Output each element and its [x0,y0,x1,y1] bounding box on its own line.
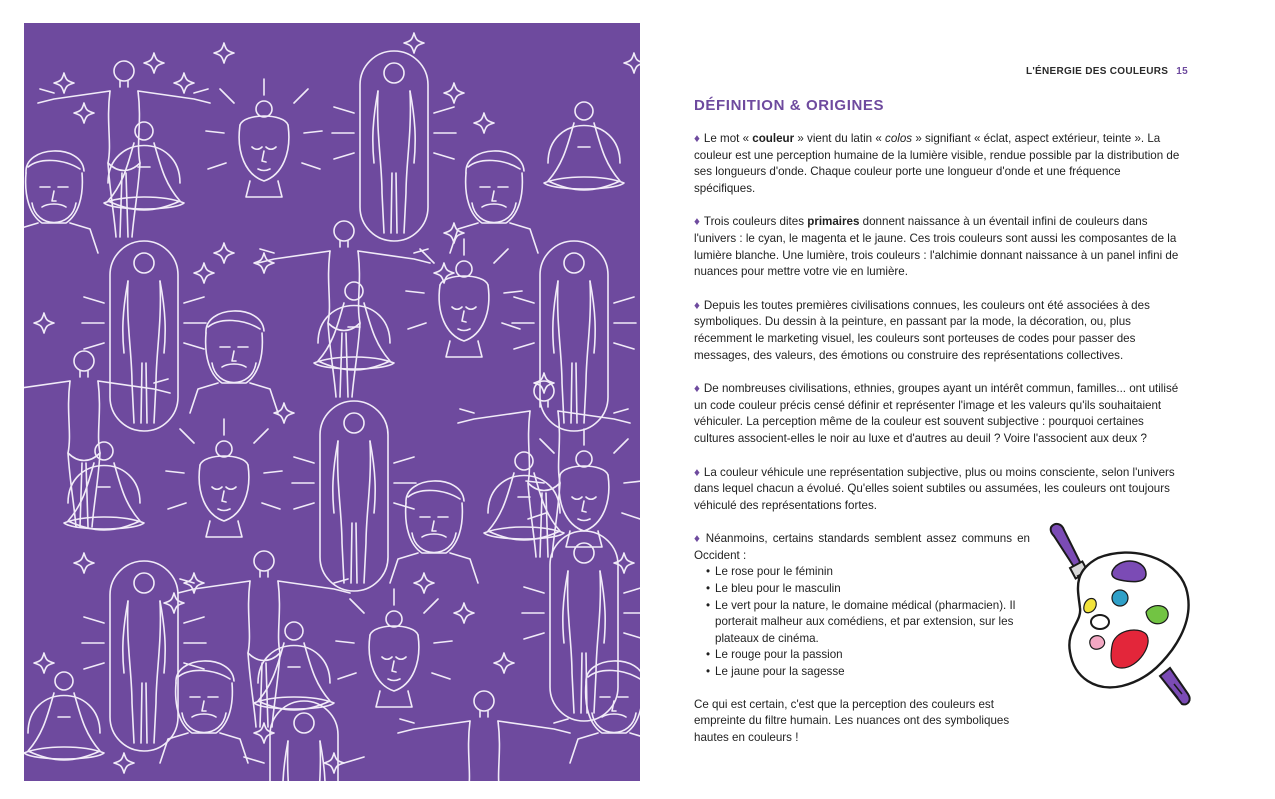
face-figure-icon [336,589,452,707]
sparkle-star-icon [214,43,234,63]
stand-figure-icon [332,51,456,241]
arms-figure-icon [398,691,570,781]
sparkle-star-icon [254,253,274,273]
diamond-bullet-icon: ♦ [694,132,700,145]
sparkle-star-icon [164,593,184,613]
paint-palette-illustration [1042,518,1202,723]
sparkle-star-icon [54,73,74,93]
beard-figure-icon [190,311,278,413]
sparkle-star-icon [34,313,54,333]
arms-figure-icon [24,351,170,527]
p6-text: Néanmoins, certains standards semblent assez communs en Occident : [694,532,1030,562]
p2-text-a: Trois couleurs dites [703,215,808,229]
p1-text-a: Le mot « [703,132,753,145]
medit-figure-icon [64,442,144,530]
pattern-svg [24,23,640,781]
medit-figure-icon [544,102,624,190]
sparkle-star-icon [414,573,434,593]
sparkle-star-icon [494,653,514,673]
p2-bold: primaires [807,215,860,229]
diamond-bullet-icon: ♦ [694,215,700,229]
stand-figure-icon [82,561,206,751]
medit-figure-icon [104,122,184,210]
section-title: DÉFINITION & ORIGINES [694,97,885,114]
running-title: L'ÉNERGIE DES COULEURS [1025,66,1169,77]
list-item: • Le rouge pour la passion [694,647,1030,664]
paint-palette-icon [1042,518,1202,718]
sparkle-star-icon [324,753,344,773]
face-figure-icon [166,419,282,537]
p3-text: Depuis les toutes premières civilisations connues, les couleurs ont été associées à des symboliques. Du dessin à la peinture, en passant par la mode, la décoration, ou, plus récemment le marketing visuel, les couleurs sont porteuses de codes pour passer des messages, des valeurs, des émotions ou construire des représentations collectives. [694,298,1150,362]
pattern-illustration [24,23,640,781]
diamond-bullet-icon: ♦ [694,382,700,396]
running-head [1000,66,1188,77]
sparkle-star-icon [274,403,294,423]
medit-figure-icon [314,282,394,370]
sparkle-star-icon [74,103,94,123]
face-figure-icon [526,429,640,547]
arms-figure-icon [458,381,630,557]
beard-figure-icon [24,151,98,253]
pattern-content [24,33,640,781]
p2-text-b: donnent naissance à un éventail infini de couleurs dans l'univers : le cyan, le magenta et le jaune. Ces trois couleurs sont aussi les composantes de la lumière blanche. Une lumière, trois couleurs : l'alchimie donnant naissance à un panel infini de nuances pour mettre votre vie en lumière. [694,215,1179,279]
sparkle-star-icon [454,603,474,623]
paragraph-3 [694,298,1184,364]
diamond-bullet-icon: ♦ [694,465,700,479]
p1-italic: colos [885,132,913,145]
p1-bold: couleur [752,132,795,145]
arms-figure-icon [258,221,430,397]
sparkle-star-icon [444,83,464,103]
beard-figure-icon [160,661,248,763]
stand-figure-icon [522,531,640,721]
p1-text-b: » vient du latin « [794,132,886,145]
stand-figure-icon [82,241,206,431]
sparkle-star-icon [194,263,214,283]
face-figure-icon [206,79,322,197]
sparkle-star-icon [474,113,494,133]
list-item: • Le jaune pour la sagesse [694,664,1030,681]
sparkle-star-icon [74,553,94,573]
list-item: • Le bleu pour le masculin [694,581,1030,598]
beard-figure-icon [450,151,538,253]
face-figure-icon [406,239,522,357]
sparkle-star-icon [144,53,164,73]
list-item: • Le rose pour le féminin [694,564,1030,581]
paragraph-1 [694,131,1184,197]
diamond-bullet-icon: ♦ [694,532,702,546]
beard-figure-icon [390,481,478,583]
arms-figure-icon [38,61,210,237]
sparkle-star-icon [624,53,640,73]
page-number: 15 [1176,66,1188,77]
paragraph-5 [694,465,1184,515]
paragraph-2 [694,214,1184,280]
p1-text-c: » signifiant « éclat, aspect extérieur, teinte ». La couleur est une perception humaine de la lumière visible, rendue possible par la distribution de ses longueurs d'onde. Chaque couleur porte une longueur d'onde et une fréquence spécifiques. [694,132,1180,195]
sparkle-star-icon [404,33,424,53]
paragraph-7: Ce qui est certain, c'est que la perception des couleurs est empreinte du filtre humain. Les nuances ont des symboliques hautes en couleurs ! [694,697,1010,744]
p4-text: De nombreuses civilisations, ethnies, groupes ayant un intérêt commun, familles... ont utilisé un code couleur précis censé définir et représenter l'image et les valeurs qu'ils souhaitaient véhiculer. La perception même de la couleur est souvent subjective : pourquoi certaines cultures associent-elles le noir au luxe et d'autres au deuil ? Voire l'associent aux deux ? [694,382,1179,445]
p5-text: La couleur véhicule une représentation subjective, plus ou moins consciente, selon l'univers dans lequel chacun a évolué. Qu'elles soient subtiles ou assumées, les couleurs ont toujours véhiculé des représentations fortes. [694,465,1175,512]
sparkle-star-icon [174,73,194,93]
medit-figure-icon [484,452,564,540]
sparkle-star-icon [114,753,134,773]
medit-figure-icon [24,672,104,760]
diamond-bullet-icon: ♦ [694,298,700,312]
sparkle-star-icon [214,243,234,263]
paragraph-6 [694,531,1030,564]
list-item: • Le vert pour la nature, le domaine médical (pharmacien). Il porterait malheur aux comédiens, et par extension, sur les plateaux de cinéma. [694,598,1030,648]
stand-figure-icon [512,241,636,431]
paragraph-4 [694,381,1184,447]
sparkle-star-icon [34,653,54,673]
